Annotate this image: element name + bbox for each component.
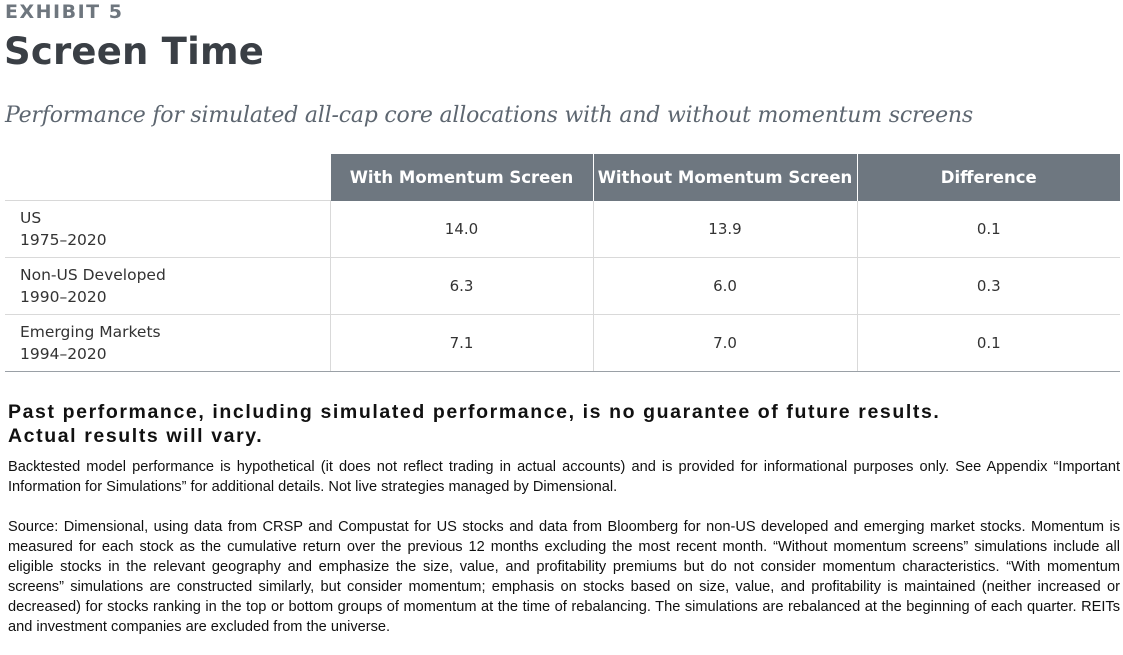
column-header-without-momentum: Without Momentum Screen	[593, 154, 857, 201]
row-name: US	[20, 209, 42, 227]
performance-table	[5, 154, 1120, 372]
cell-with-momentum: 7.1	[330, 315, 593, 372]
cell-difference: 0.1	[857, 315, 1120, 372]
page-subtitle: Performance for simulated all-cap core allocations with and without momentum screens	[5, 103, 973, 128]
row-label-cell	[5, 315, 330, 372]
cell-without-momentum: 6.0	[593, 258, 857, 315]
row-period: 1990–2020	[20, 288, 107, 306]
table-body	[5, 201, 1120, 372]
cell-with-momentum: 14.0	[330, 201, 593, 258]
disclaimer-line-2: Actual results will vary.	[8, 425, 264, 447]
row-label-cell	[5, 258, 330, 315]
table-row	[5, 201, 1120, 258]
cell-with-momentum: 6.3	[330, 258, 593, 315]
disclaimer-line-1: Past performance, including simulated performance, is no guarantee of future results.	[8, 401, 941, 423]
cell-difference: 0.3	[857, 258, 1120, 315]
table-row	[5, 315, 1120, 372]
source-note: Source: Dimensional, using data from CRSP and Compustat for US stocks and data from Bloomberg for non-US developed and emerging market stocks. Momentum is measured for each stock as the cumulative return over the previous 12 months excluding the most recent month. “Without momentum screens” simulations include all eligible stocks in the relevant geography and emphasize the size, value, and profitability premiums but do not consider momentum characteristics. “With momentum screens” simulations are constructed similarly, but consider momentum; emphasis on stocks based on size, value, and profitability is maintained (neither increased or decreased) for stocks ranking in the top or bottom groups of momentum at the time of rebalancing. The simulations are rebalanced at the beginning of each quarter. REITs and investment companies are excluded from the universe.	[8, 519, 1120, 635]
table-header	[5, 154, 1120, 201]
row-period: 1994–2020	[20, 345, 107, 363]
exhibit-label: EXHIBIT 5	[5, 1, 124, 23]
column-header-difference: Difference	[857, 154, 1120, 201]
row-label-cell	[5, 201, 330, 258]
row-period: 1975–2020	[20, 231, 107, 249]
cell-without-momentum: 13.9	[593, 201, 857, 258]
row-name: Non-US Developed	[20, 266, 166, 284]
table-header-blank	[5, 154, 330, 201]
cell-without-momentum: 7.0	[593, 315, 857, 372]
cell-difference: 0.1	[857, 201, 1120, 258]
backtested-note: Backtested model performance is hypothetical (it does not reflect trading in actual accounts) and is provided for informational purposes only. See Appendix “Important Information for Simulations” for additional details. Not live strategies managed by Dimensional.	[8, 459, 1120, 495]
row-name: Emerging Markets	[20, 323, 161, 341]
table-header-row	[5, 154, 1120, 201]
page-title: Screen Time	[4, 30, 265, 73]
performance-disclaimer	[8, 400, 1108, 448]
table-row	[5, 258, 1120, 315]
column-header-with-momentum: With Momentum Screen	[330, 154, 593, 201]
